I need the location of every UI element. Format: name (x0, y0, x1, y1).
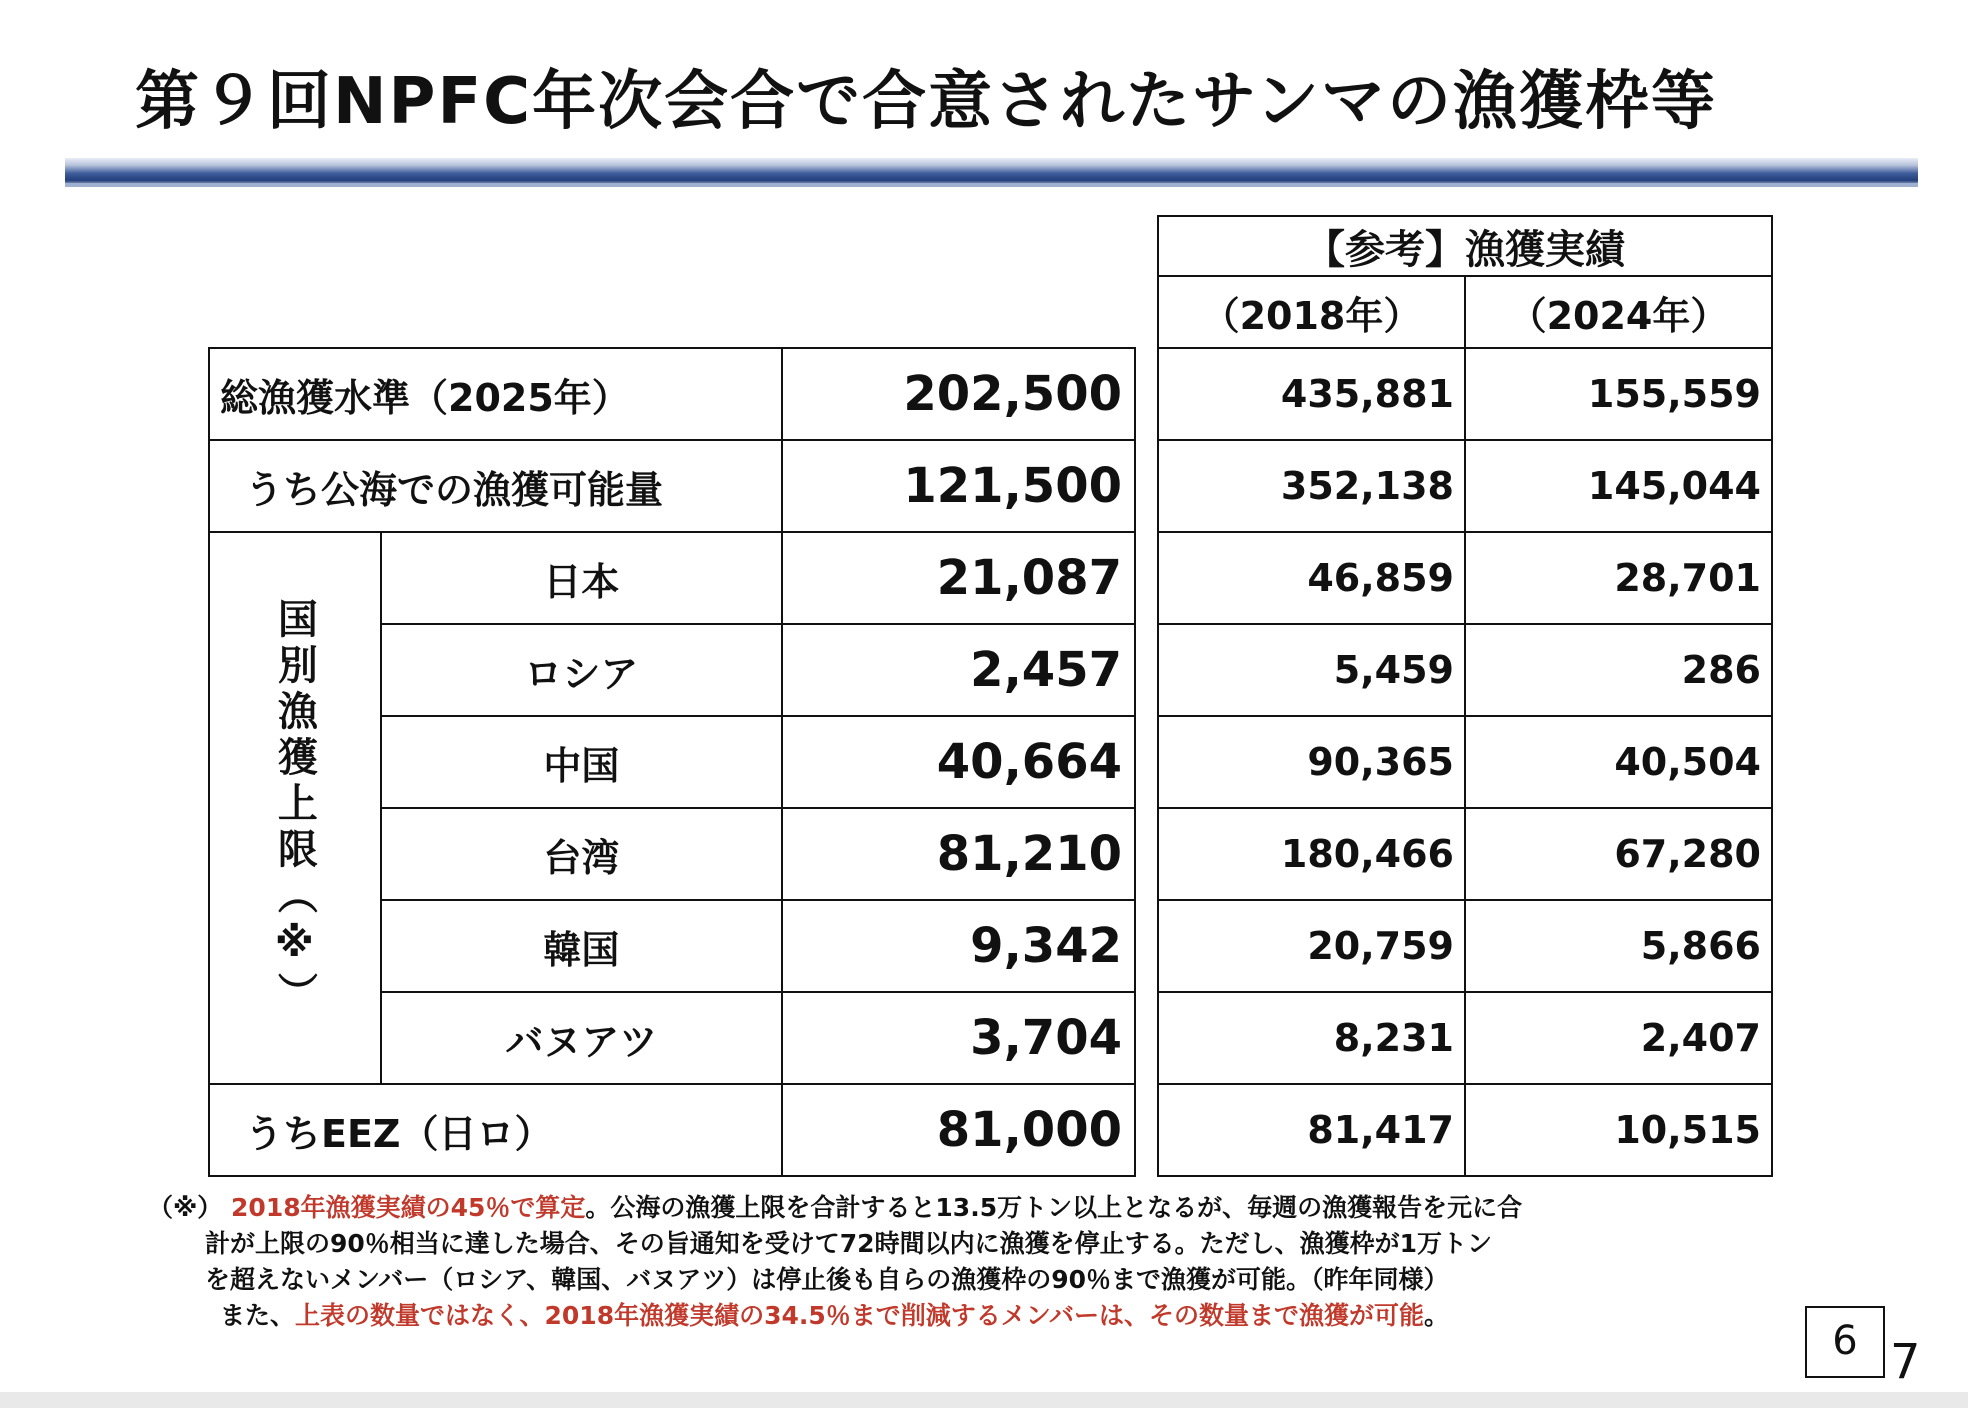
catch-2024-cell: 286 (1465, 624, 1772, 716)
bottom-rule (0, 1392, 1968, 1408)
footnote-text: また、 (220, 1301, 296, 1330)
country-label: ロシア (381, 624, 782, 716)
catch-2018-cell: 180,466 (1158, 808, 1465, 900)
table-row-country (209, 532, 1135, 624)
country-value: 40,664 (782, 716, 1135, 808)
total-value: 202,500 (782, 348, 1135, 440)
table-row (1158, 716, 1772, 808)
footnote-line (148, 1298, 1788, 1334)
catch-2024-cell: 5,866 (1465, 900, 1772, 992)
country-label: バヌアツ (381, 992, 782, 1084)
catch-2018-cell: 46,859 (1158, 532, 1465, 624)
table-row (1158, 900, 1772, 992)
table-row-total (209, 348, 1135, 440)
catch-2018-cell: 352,138 (1158, 440, 1465, 532)
footnote-line: 計が上限の90％相当に達した場合、その旨通知を受けて72時間以内に漁獲を停止する。ただし、漁獲枠が1万トン (205, 1229, 1492, 1258)
high-seas-value: 121,500 (782, 440, 1135, 532)
footnote-mark: （※） (148, 1193, 223, 1222)
table-row-high-seas (209, 440, 1135, 532)
page-number-extra: 7 (1890, 1334, 1921, 1390)
footnote-line (148, 1190, 1788, 1226)
reference-header-row (1158, 216, 1772, 276)
catch-2018-cell: 5,459 (1158, 624, 1465, 716)
eez-label: うちEEZ（日ロ） (209, 1084, 782, 1176)
catch-2024-cell: 155,559 (1465, 348, 1772, 440)
country-value: 2,457 (782, 624, 1135, 716)
reference-catch-table (1157, 215, 1773, 1177)
catch-2018-cell: 81,417 (1158, 1084, 1465, 1176)
footnote-line: を超えないメンバー（ロシア、韓国、バヌアツ）は停止後も自らの漁獲枠の90％まで漁獲が可能。（昨年同様） (205, 1265, 1449, 1294)
page-number: 6 (1805, 1306, 1885, 1378)
catch-2018-cell: 8,231 (1158, 992, 1465, 1084)
year-2024-header: （2024年） (1465, 276, 1772, 348)
catch-2024-cell: 40,504 (1465, 716, 1772, 808)
country-value: 21,087 (782, 532, 1135, 624)
footnote-text: 。 (1424, 1301, 1450, 1330)
catch-2024-cell: 28,701 (1465, 532, 1772, 624)
table-row (1158, 808, 1772, 900)
country-value: 81,210 (782, 808, 1135, 900)
title-underline-bar (65, 158, 1918, 186)
high-seas-label: うち公海での漁獲可能量 (209, 440, 782, 532)
total-label: 総漁獲水準（2025年） (209, 348, 782, 440)
table-row (1158, 1084, 1772, 1176)
country-value: 3,704 (782, 992, 1135, 1084)
catch-2024-cell: 2,407 (1465, 992, 1772, 1084)
country-label: 中国 (381, 716, 782, 808)
title-underline-thin (65, 183, 1918, 187)
country-value: 9,342 (782, 900, 1135, 992)
footnote-block (148, 1190, 1788, 1334)
catch-2024-cell: 67,280 (1465, 808, 1772, 900)
country-group-label-text: 国別漁獲上限（※） (271, 598, 318, 1018)
country-label: 日本 (381, 532, 782, 624)
footnote-text: 。公海の漁獲上限を合計すると13.5万トン以上となるが、毎週の漁獲報告を元に合 (585, 1193, 1523, 1222)
catch-2024-cell: 10,515 (1465, 1084, 1772, 1176)
catch-2018-cell: 435,881 (1158, 348, 1465, 440)
catch-2024-cell: 145,044 (1465, 440, 1772, 532)
catch-limit-table (208, 347, 1136, 1177)
footnote-highlight: 上表の数量ではなく、2018年漁獲実績の34.5％まで削減するメンバーは、その数量まで漁獲が可能 (295, 1301, 1425, 1330)
year-2018-header: （2018年） (1158, 276, 1465, 348)
table-row (1158, 992, 1772, 1084)
table-row (1158, 348, 1772, 440)
page-title: 第９回NPFC年次会合で合意されたサンマの漁獲枠等 (135, 65, 1717, 139)
country-group-label (209, 532, 381, 1084)
country-label: 韓国 (381, 900, 782, 992)
table-row (1158, 624, 1772, 716)
table-row-eez (209, 1084, 1135, 1176)
catch-2018-cell: 90,365 (1158, 716, 1465, 808)
catch-2018-cell: 20,759 (1158, 900, 1465, 992)
table-row (1158, 440, 1772, 532)
eez-value: 81,000 (782, 1084, 1135, 1176)
reference-year-row (1158, 276, 1772, 348)
reference-header: 【参考】漁獲実績 (1158, 216, 1772, 276)
country-label: 台湾 (381, 808, 782, 900)
footnote-highlight: 2018年漁獲実績の45％で算定 (231, 1193, 586, 1222)
table-row (1158, 532, 1772, 624)
